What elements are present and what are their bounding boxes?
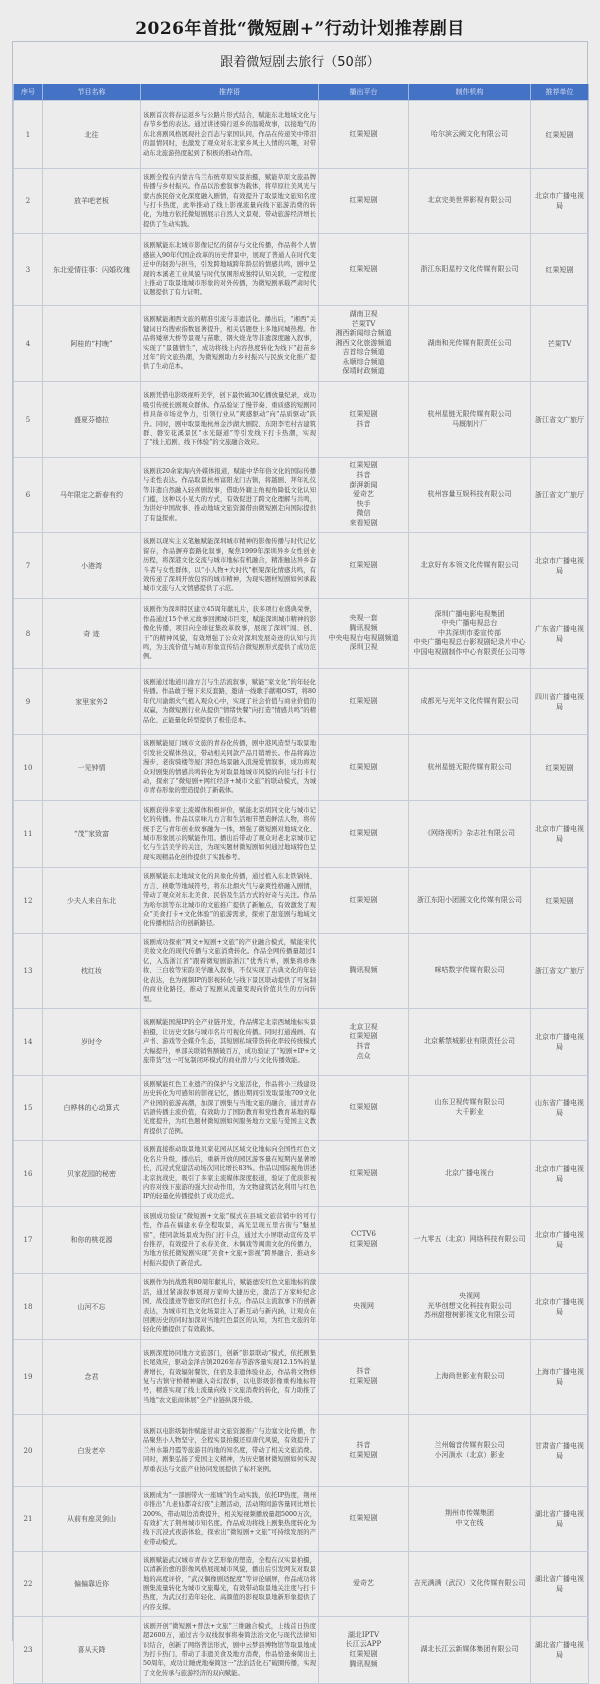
producer-item: 荆州市传媒集团 <box>445 1509 494 1518</box>
cell-platforms <box>319 599 409 669</box>
platform-item: 微信 <box>356 509 371 518</box>
cell-producers <box>409 234 531 306</box>
platform-item: 红果短剧 <box>349 196 378 205</box>
cell-recommendation: 该剧开创“微短剧+普法+文旅”三维融合模式，上线首日热度超2600万，通过古今双线叙事将秦简法治文化与现代法律知识结合，创新了网络普法形式，剧中云梦县博物馆等取景地成为打卡热门，带动了非遗美食及地方消费，作品恰逢秦简出土50周年，成功让睡虎地秦简这一“法治活化石”破圈传播，实现了文化传承与旅游经济的双向赋能。 <box>141 1617 319 1684</box>
cell-name: “茂”家致富 <box>43 801 141 868</box>
cell-producers <box>409 1340 531 1415</box>
table-row <box>14 1076 589 1141</box>
cell-name: 放羊吧老板 <box>43 169 141 234</box>
cell-recommender: 浙江省文广旅厅 <box>531 934 589 1009</box>
table-row <box>14 868 589 934</box>
producer-item: 中共深圳市委宣传部 <box>438 628 501 637</box>
platform-item: 北京卫视 <box>349 1022 378 1031</box>
platform-item: 澎湃新闻 <box>349 480 378 489</box>
cell-platforms <box>319 801 409 868</box>
cell-recommendation: 该剧直接推动取景地贝家花园从区域文化地标向全国性红色文化名片升级，播出后，重新开放的园区游客量在短期内显著增长，沉浸式党建活动场次同比增长83%。作品以国际视角讲述北京抗战史，吸引了多家主流媒体深度报道，验证了优质影视内容对线下旅游的强大拉动作用，为文物建筑活化利用与红色IP的轻量化传播提供了成功范式。 <box>141 1141 319 1207</box>
cell-recommender: 北京市广播电视局 <box>531 1141 589 1207</box>
platform-item: 抖音 <box>356 419 371 428</box>
cell-platforms <box>319 1487 409 1552</box>
cell-producers <box>409 868 531 934</box>
cell-producers <box>409 934 531 1009</box>
header-platform: 播出平台 <box>319 84 409 101</box>
cell-no: 14 <box>14 1009 43 1076</box>
cell-producers <box>409 1207 531 1274</box>
cell-recommendation: 该剧赋能湘西文旅的精准引流与非遗活化。播出后，“湘西”关键词日均搜索指数显著提升，相关话题登上多地同城热搜。作品将矮寨大桥等景观与苗歌、钢火烧龙等非遗深度融入叙事，实现了“景随情生”，成功将线上内容热度转化为线下“赶苗乡过年”的文旅热潮，为微短剧助力乡村振兴与民族文化推广提供了生动范本。 <box>141 306 319 382</box>
table-row <box>14 1207 589 1274</box>
platform-item: 来看短剧 <box>349 518 378 527</box>
cell-recommender: 红果短剧 <box>531 735 589 801</box>
cell-producers <box>409 306 531 382</box>
cell-producers <box>409 1009 531 1076</box>
platform-item: 点众 <box>356 1051 371 1060</box>
platform-item: 红果短剧 <box>349 409 378 418</box>
platform-item: 深圳卫视 <box>349 643 378 652</box>
cell-name: 枕红妆 <box>43 934 141 1009</box>
cell-no: 16 <box>14 1141 43 1207</box>
producer-item: 苏州甜橙树影视文化有限公司 <box>424 1311 515 1320</box>
platform-item: 芒果TV <box>351 319 376 328</box>
cell-no: 23 <box>14 1617 43 1684</box>
cell-platforms <box>319 1076 409 1141</box>
cell-recommender: 红果短剧 <box>531 868 589 934</box>
cell-recommendation: 该剧以电影级制作赋能甘肃文旅资源推广与边塞文化传播，作品聚焦小人物坚守，全程实景拍摄还原唐代风貌，有效提升了兰州水墨丹霞等旅游目的地的知名度，带动了相关文旅消费。同时，剧集弘扬了爱国主义精神，为历史题材微短剧如何实现厚重表达与文旅产业协同发展提供了标杆案例。 <box>141 1415 319 1487</box>
table-row <box>14 458 589 533</box>
producer-item: 杭州容量互娱科技有限公司 <box>427 490 512 499</box>
table-row <box>14 169 589 234</box>
cell-recommender: 红果短剧 <box>531 234 589 306</box>
cell-recommendation: 该剧获20余家海内外媒体报道，赋能中华年俗文化的国际传播与柔性表达。作品取景杭州富阳龙门古镇，将越剧、拜年礼仪等非遗自然融入轻喜剧叙事，借助外籍主角视角降低文化认知门槛，这种以小见大的方式，有效促进了跨文化理解与共鸣，为讲好中国故事、推动地域文旅资源借由微短剧走向国际提供了有益探索。 <box>141 458 319 533</box>
cell-no: 21 <box>14 1487 43 1552</box>
cell-producers <box>409 1617 531 1684</box>
cell-recommendation: 该剧通过地道川渝方言与生活流叙事，赋能“家文化”的年轻化传播。作品敢于慢下来反套路，邀请一线歌手献唱OST，将80年代川渝烟火气植入观众心中，实现了社会价值与商业价值的双赢，为微短剧行业从提供“情绪快餐”向打造“情感共鸣”的精品化、正能量化转型提供了极佳范本。 <box>141 669 319 735</box>
cell-producers <box>409 801 531 868</box>
recommendation-table <box>13 84 589 1684</box>
table-row <box>14 934 589 1009</box>
producer-item: 中文在线 <box>455 1519 484 1527</box>
platform-item: 央视一套 <box>349 614 378 623</box>
cell-recommendation: 该剧作为抗战胜利80周年献礼片，赋能德安红色文旅地标的激活，通过紧凑叙事展现万家岭大捷历史，激活了万家岭纪念园、战役遗迹等德安的红色打卡点，作品以主流叙事下的创新表达，为城市红色文化场景注入了新互动与新内涵，让观众在回溯历史的同时加深对当地红色景区的认知，为红色文旅的年轻化传播提供了有效载体。 <box>141 1274 319 1340</box>
platform-item: 中央电视台电视剧频道 <box>328 633 399 642</box>
cell-name: 贝家花园的秘密 <box>43 1141 141 1207</box>
cell-no: 20 <box>14 1415 43 1487</box>
cell-recommender: 甘肃省广播电视局 <box>531 1415 589 1487</box>
header-recommendation: 推荐语 <box>141 84 319 101</box>
cell-name: 阿桂的“村晚” <box>43 306 141 382</box>
cell-recommender: 湖北省广播电视局 <box>531 1617 589 1684</box>
table-row <box>14 1009 589 1076</box>
header-recommender: 推荐单位 <box>531 84 589 101</box>
platform-item: 红果短剧 <box>349 1377 378 1385</box>
cell-no: 2 <box>14 169 43 234</box>
cell-producers <box>409 101 531 169</box>
platform-item: 红果短剧 <box>349 1103 378 1112</box>
cell-no: 5 <box>14 382 43 458</box>
producer-item: 浙江东阳小团圆文化传媒有限公司 <box>417 895 522 904</box>
platform-item: 红果短剧 <box>349 1650 378 1658</box>
cell-recommendation: 该剧获得多家主流媒体积极评价，赋能北京胡同文化与城市记忆的传播。作品以京味儿方言和生活细节塑造鲜活人物，将传统手艺与青年创业故事融为一体，增强了微短剧对地域文化、城市形象展示的赋能作用。播出后带动了观众对老北京城市记忆与生活美学的关注，为现实题材微短剧如何通过地域特色呈现实现精品化创作提供了实践参考。 <box>141 801 319 868</box>
cell-producers <box>409 382 531 458</box>
platform-item: 腾讯视频 <box>349 966 378 975</box>
platform-item: 湖南卫视 <box>349 309 378 318</box>
cell-platforms <box>319 101 409 169</box>
cell-name: 喜从天降 <box>43 1617 141 1684</box>
platform-item: 红果短剧 <box>349 762 378 771</box>
cell-recommender: 北京市广播电视局 <box>531 533 589 599</box>
platform-item: 红果短剧 <box>349 461 378 470</box>
platform-item: 腾讯视频 <box>349 1659 378 1668</box>
cell-name: 白桦林的心动算式 <box>43 1076 141 1141</box>
cell-recommendation: 该剧成功探索“网文+短剧+文旅”的产业融合模式，赋能宋代美妆文化的现代传播与文旅消费转化。作品全网传播量超过1亿，入选浙江省“跟着微短剧游浙江”优秀片单，剧集将珍珠妆、三白妆等宋韵美学融入叙事，不仅实现了古典文化的年轻化表达，也为视频IP的影视转化与线下景区联动提供了可复制的商业化路径，推动了短剧从流量变现向价值共生的方向转型。 <box>141 934 319 1009</box>
cell-platforms <box>319 533 409 599</box>
table-row <box>14 101 589 169</box>
header-producer: 制作机构 <box>409 84 531 101</box>
cell-producers <box>409 1274 531 1340</box>
cell-recommender: 北京市广播电视局 <box>531 169 589 234</box>
cell-name: 念君 <box>43 1340 141 1415</box>
table-row <box>14 234 589 306</box>
cell-no: 6 <box>14 458 43 533</box>
platform-item: 湘西新闻综合频道 <box>335 329 392 338</box>
cell-recommender: 红果短剧 <box>531 101 589 169</box>
platform-item: 红果短剧 <box>349 895 378 904</box>
table-row <box>14 1617 589 1684</box>
cell-platforms <box>319 306 409 382</box>
platform-item: 抖音 <box>356 1440 371 1449</box>
cell-recommender: 上海市广播电视局 <box>531 1340 589 1415</box>
cell-no: 3 <box>14 234 43 306</box>
header-no: 序号 <box>14 84 43 101</box>
producer-item: 咪咕数字传媒有限公司 <box>434 966 505 975</box>
producer-item: 山东卫视传媒有限公司 <box>434 1098 505 1107</box>
cell-recommendation: 该剧成为“一部剧带火一座城”的生动实践，依托IP热度，荆州市推出“九老仙都奇幻夜”主题活动，活动期间游客量同比增长200%，带动周边消费提升，相关短视频播放量超5000万次，有效扩大了荆州城市知名度。作品成功将线上剧集热度转化为线下沉浸式夜游体验，探索出“微短剧+文旅”可持续发展的产业带动模式。 <box>141 1487 319 1552</box>
cell-name: 从前有座灵剑山 <box>43 1487 141 1552</box>
platform-item: 保靖时政频道 <box>342 367 385 376</box>
producer-item: 上海尚世影业有限公司 <box>434 1372 505 1381</box>
cell-recommendation: 该剧作为深圳特区建立45周年献礼片，获多项行业盛典荣誉，作品通过15个单元故事回溯城市巨变，赋能深圳城市精神的影像化传播，项目向全球征集改革故事，展现了深圳“闯、创、干”的精神风貌，有效增强了公众对深圳发展奇迹的认知与共鸣，为主流价值与城市形象宣传结合微短剧形式提供了成功范例。 <box>141 599 319 669</box>
cell-recommendation: 该剧赋能武汉城市青春文艺形象的塑造，全程在汉实景拍摄，以清新治愈的影像风格展现城市风貌，播出后引发网友对取景地的高度评价，“武汉偶像剧适配度”等评论刷屏，作品成功将剧集流量转化为城市文旅曝光，有效带动取景地关注度与打卡热度，为武汉打造年轻化、高颜值的影视取景地新形象提供了内容支撑。 <box>141 1552 319 1617</box>
cell-no: 13 <box>14 934 43 1009</box>
platform-item: 红果短剧 <box>349 1240 378 1248</box>
producer-item: 北京好有本领文化传媒有限公司 <box>420 560 519 569</box>
producer-item: 北京广播电视台 <box>445 1168 494 1177</box>
producer-item: 湖北长江云新媒体集团有限公司 <box>420 1645 519 1654</box>
cell-platforms <box>319 234 409 306</box>
table-row <box>14 533 589 599</box>
table-row <box>14 669 589 735</box>
cell-no: 4 <box>14 306 43 382</box>
cell-platforms <box>319 735 409 801</box>
cell-recommendation: 该剧成功验证“微短剧+文旅”模式在县域文旅营销中的可行性，作品在福建永春全程取景，高光呈现五里古街与“魅星窑”，使同款场景成为热门打卡点，通过大小屏联动宣传及平台推荐，有效提升了永春美食、木偶戏等闽南文化的传播力，为地方依托微短剧实现“美食+文旅+影视”跨界融合、推动乡村振兴提供了新范式。 <box>141 1207 319 1274</box>
platform-item: 吉首综合频道 <box>342 348 385 357</box>
cell-platforms <box>319 458 409 533</box>
table-header-row <box>14 84 589 101</box>
table-row <box>14 599 589 669</box>
header-name: 节目名称 <box>43 84 141 101</box>
cell-recommender: 芒果TV <box>531 306 589 382</box>
platform-item: 红果短剧 <box>349 1032 378 1041</box>
platform-item: 红果短剧 <box>349 560 378 569</box>
producer-item: 哈尔滨云阙文化有限公司 <box>431 129 508 138</box>
cell-recommender: 浙江省文广旅厅 <box>531 458 589 533</box>
producer-item: 中国电视剧制作中心有限责任公司等 <box>413 647 526 656</box>
table-row <box>14 382 589 458</box>
cell-platforms <box>319 382 409 458</box>
cell-no: 18 <box>14 1274 43 1340</box>
cell-platforms <box>319 1617 409 1684</box>
producer-item: 深圳广播电影电视集团 <box>434 609 505 618</box>
cell-no: 19 <box>14 1340 43 1415</box>
cell-no: 15 <box>14 1076 43 1141</box>
table-row <box>14 306 589 382</box>
cell-producers <box>409 1076 531 1141</box>
cell-producers <box>409 533 531 599</box>
cell-name: 北往 <box>43 101 141 169</box>
cell-recommender: 北京市广播电视局 <box>531 1009 589 1076</box>
cell-name: 家里家外2 <box>43 669 141 735</box>
producer-item: 《网络视听》杂志社有限公司 <box>424 829 515 838</box>
cell-recommender: 广东省广播电视局 <box>531 599 589 669</box>
table-row <box>14 1274 589 1340</box>
producer-item: 兰州翰音传媒有限公司 <box>434 1440 505 1449</box>
cell-platforms <box>319 169 409 234</box>
cell-producers <box>409 458 531 533</box>
producer-item: 成都光与光年文化传媒有限公司 <box>420 696 519 705</box>
platform-item: 抖音 <box>356 1042 371 1050</box>
cell-name: 和你的桃花源 <box>43 1207 141 1274</box>
cell-name: 小港湾 <box>43 533 141 599</box>
cell-producers <box>409 1415 531 1487</box>
cell-name: 一见钟情 <box>43 735 141 801</box>
platform-item: 腾讯视频 <box>349 623 378 632</box>
platform-item: 湖北IPTV <box>347 1630 380 1639</box>
cell-recommender: 山东省广播电视局 <box>531 1076 589 1141</box>
cell-platforms <box>319 1207 409 1274</box>
producer-item: 杭州星链无限传媒有限公司 <box>427 409 512 418</box>
table-body <box>14 101 589 1684</box>
producer-item: 杭州星链无限传媒有限公司 <box>427 762 512 771</box>
platform-item: 爱奇艺 <box>353 490 374 499</box>
cell-no: 17 <box>14 1207 43 1274</box>
platform-item: 红果短剧 <box>349 696 378 705</box>
cell-no: 7 <box>14 533 43 599</box>
cell-recommender: 北京市广播电视局 <box>531 801 589 868</box>
cell-recommendation: 该剧赋能国漫IP的全产业链开发，作品绑定北京西城地标实景拍摄，让历史文脉与城市名片可视化传播。同时打通漫画、有声书、游戏等全媒介生态，其短剧私域带货转化率较传统模式大幅提升，单部关联销售额破百万，成功验证了“短剧+IP+文旅带货”这一可复制闭环模式的商业潜力与文化传播效能。 <box>141 1009 319 1076</box>
cell-recommender: 湖北省广播电视局 <box>531 1487 589 1552</box>
platform-item: 红果短剧 <box>349 129 378 138</box>
cell-recommender: 浙江省文广旅厅 <box>531 382 589 458</box>
cell-no: 8 <box>14 599 43 669</box>
cell-no: 1 <box>14 101 43 169</box>
cell-recommendation: 该剧赋能东北地域文化的具象化传播，通过植入东北铁锅炖、方言、秧歌等地域符号，将东北烟火气与豪爽性格融入剧情，带动了观众对东北美食、民俗及生活方式的好奇与关注。作品为哈尔滨等东北城市的文旅推广提供了新触点，有效激发了观众“美食打卡+文化体验”的旅游需求，探索了甜宠剧与地域文化传播相结合的创新路径。 <box>141 868 319 934</box>
cell-name: 白发老卒 <box>43 1415 141 1487</box>
platform-item: 红果短剧 <box>349 1168 378 1177</box>
cell-platforms <box>319 1009 409 1076</box>
cell-producers <box>409 1552 531 1617</box>
cell-no: 12 <box>14 868 43 934</box>
cell-platforms <box>319 669 409 735</box>
producer-item: 央视网 <box>459 1292 480 1301</box>
producer-item: 中央广播电视总台影视剧纪录片中心 <box>413 638 526 647</box>
cell-recommender: 北京市广播电视局 <box>531 1274 589 1340</box>
platform-item: 快手 <box>356 499 371 508</box>
platform-item: 红果短剧 <box>349 829 378 838</box>
producer-item: 湖南和光传媒有限责任公司 <box>427 338 512 347</box>
cell-platforms <box>319 868 409 934</box>
producer-item: 北京紫禁城影业有限责任公司 <box>424 1037 515 1046</box>
cell-name: 山河不忘 <box>43 1274 141 1340</box>
cell-name: 东北爱情往事：闪婚玫瑰 <box>43 234 141 306</box>
table-row <box>14 735 589 801</box>
platform-item: 长江云APP <box>345 1640 382 1649</box>
cell-recommender: 北京市广播电视局 <box>531 1207 589 1274</box>
producer-item: 吉光满满（武汉）文化传媒有限公司 <box>413 1579 526 1588</box>
producer-item: 中央广播电视总台 <box>441 619 498 628</box>
cell-no: 9 <box>14 669 43 735</box>
cell-name: 马年限定之新春有约 <box>43 458 141 533</box>
producer-item: 一九零五（北京）网络科技有限公司 <box>413 1235 526 1244</box>
cell-no: 22 <box>14 1552 43 1617</box>
platform-item: 永顺综合频道 <box>342 357 385 366</box>
cell-name: 盛夏芬德拉 <box>43 382 141 458</box>
cell-recommendation: 该剧全程在内蒙古乌兰布统草原实景拍摄，赋能草原文旅品牌传播与乡村振兴。作品以治愈叙事为载体，将草原壮美风光与蒙古族民俗文化深度融入剧情，有效提升了取景地文旅知名度与打卡热度，此举推动了线上影视流量向线下旅游消费的转化，为地方依托微短剧展示自然人文景观、带动旅游经济增长提供了生动实践。 <box>141 169 319 234</box>
producer-item: 光华创想文化科技有限公司 <box>427 1301 512 1310</box>
recommendation-table-frame <box>12 41 588 1677</box>
cell-platforms <box>319 934 409 1009</box>
cell-producers <box>409 1487 531 1552</box>
cell-platforms <box>319 1415 409 1487</box>
cell-recommendation: 该剧赋能红色工业遗产的保护与文旅活化，作品将小三线建设历史转化为可感知的影视记忆，播出期间引发取景地709文化产业园的旅游高潮，加深了剧集与当地文旅的融合，通过青春话語传播主流价值，有效助力了国防教育和党性教育基地的曝光度提升，为红色题材微短剧如何服务地方文旅与爱国主义教育提供了范例。 <box>141 1076 319 1141</box>
table-row <box>14 1340 589 1415</box>
cell-name: 少夫人来自东北 <box>43 868 141 934</box>
table-row <box>14 1415 589 1487</box>
cell-platforms <box>319 1552 409 1617</box>
cell-producers <box>409 599 531 669</box>
platform-item: 湘西文化旅游频道 <box>335 338 392 347</box>
section-title: 跟着微短剧去旅行（50部） <box>220 55 380 70</box>
cell-platforms <box>319 1340 409 1415</box>
platform-item: CCTV6 <box>351 1230 376 1239</box>
table-row <box>14 1487 589 1552</box>
cell-no: 10 <box>14 735 43 801</box>
cell-platforms <box>319 1274 409 1340</box>
cell-name: 偏偏靠近你 <box>43 1552 141 1617</box>
table-row <box>14 1141 589 1207</box>
cell-recommendation: 该剧赋能厦门城市文旅的青春化传播，剧中港风造型与取景地引发社交媒体热议，带动相关同款产品月销增长。作品将海边漫步、老街骑楼等厦门特色场景融入浪漫爱情叙事，成功将观众对剧集的情感共鸣转化为对取景地城市风貌的向往与打卡行动，探索了“微短剧+网红经济+城市文旅”的联动模式，为城市青春形象的塑造提供了新载体。 <box>141 735 319 801</box>
table-row <box>14 1552 589 1617</box>
cell-no: 11 <box>14 801 43 868</box>
platform-item: 红果短剧 <box>349 1450 378 1459</box>
cell-platforms <box>319 1141 409 1207</box>
platform-item: 抖音 <box>356 471 371 480</box>
cell-recommendation: 该剧首次将春运返乡与公路片形式结合，赋能东北地域文化与春节乡愁的表达。通过讲述骑行返乡的温暖故事，以接地气的东北喜剧风格展现社会百态与家国认同，作品在传递笑中带泪的温情同时，也激发了观众对东北家乡风土人情的兴趣，对带动东北旅游热度起到了积极的推动作用。 <box>141 101 319 169</box>
table-row <box>14 801 589 868</box>
platform-item: 红果短剧 <box>349 264 378 273</box>
cell-recommendation: 该剧深度协同地方文旅部门，创新“影景联动”模式，依托剧集长尾效应，驱动金泽古镇2026年春节游客量实现12.15%的显著增长，有效辐射餐饮、住宿及非遗体验业态，作品将文物修复与古镇守桥精神融入奇幻叙事，以电影级影像重构地标符号，精准实现了线上流量向线下文旅消费的转化，有力助推了当地“农文旅商体展”全产业链纵深升级。 <box>141 1340 319 1415</box>
cell-producers <box>409 169 531 234</box>
cell-producers <box>409 669 531 735</box>
platform-item: 央视网 <box>353 1301 374 1310</box>
producer-item: 马厩制片厂 <box>452 419 487 428</box>
cell-producers <box>409 1141 531 1207</box>
cell-recommender: 湖北省广播电视局 <box>531 1552 589 1617</box>
cell-producers <box>409 735 531 801</box>
platform-item: 爱奇艺 <box>353 1579 374 1588</box>
cell-recommendation: 该剧赋能东北城市影像记忆的留存与文化传播，作品将个人情感嵌入90年代国企改革的历史背景中，展现了普通人在时代变迁中的韧劲与担当，引发跨地域跨年龄层的情感共鸣，剧中呈现的本溪老工业风貌与时代氛围形成独特认知关联，一定程度上推动了取景地城市形象的对外传播，为微短剧承载严肃时代议题提供了有力证明。 <box>141 234 319 306</box>
cell-name: 岁时令 <box>43 1009 141 1076</box>
document-title: 2026年首批“微短剧+”行动计划推荐剧目 <box>135 19 465 39</box>
cell-recommender: 四川省广播电视局 <box>531 669 589 735</box>
cell-name: 奇 迹 <box>43 599 141 669</box>
platform-item: 红果短剧 <box>349 1514 378 1523</box>
platform-item: 抖音 <box>356 1367 371 1376</box>
cell-recommendation: 该剧凭借电影级视听美学，创下最快破30亿播放量纪录，成功吸引传统长剧观众群体。作品验证了慢节奏、重质感的短剧同样具备市场竞争力，引领行业从“爽感驱动”向“品质驱动”跃升。同时，剧中取景地杭州金沙湖大剧院、东阳李宅村古建筑群、磐安花溪景区“水光隧道”等引发线下打卡热潮，实现了“线上追剧、线下体验”的文旅融合效应。 <box>141 382 319 458</box>
producer-item: 浙江东阳星柠文化传媒有限公司 <box>420 264 519 273</box>
producer-item: 小河淌水（北京）影业 <box>434 1450 505 1459</box>
producer-item: 大千影业 <box>455 1108 484 1116</box>
producer-item: 北京完美世界影视有限公司 <box>427 196 512 205</box>
cell-recommendation: 该剧以现实主义笔触赋能深圳城市精神的影像传播与时代记忆留存，作品摒弃套路化叙事，聚焦1999年深圳异乡女性创业历程，将深港文化交流与城市地标有机融合，精准触达异乡奋斗者与女性群体，以“小人物+大时代”框架深化情感共鸣，有效传递了深圳开放包容的城市精神，为现实题材短剧如何承载城市文旅与人文情感提供了示范。 <box>141 533 319 599</box>
